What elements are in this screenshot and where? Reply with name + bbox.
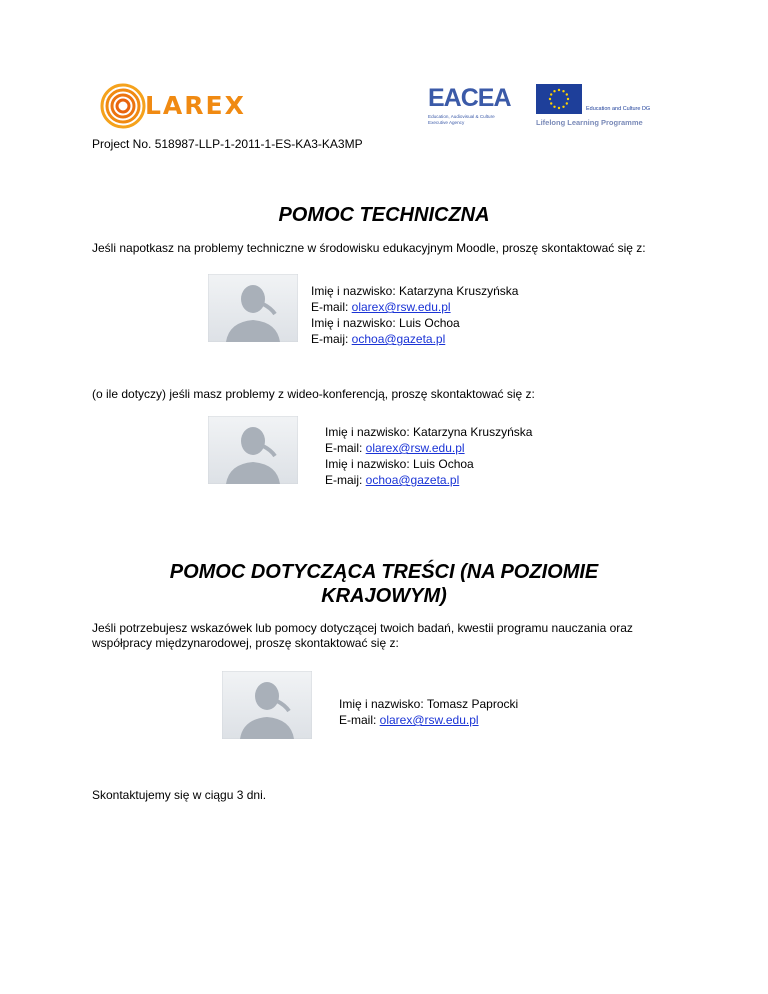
email-label: E-mail: [325,441,366,455]
technical-help-intro: Jeśli napotkasz na problemy techniczne w środowisku edukacyjnym Moodle, proszę skontaktować się z: [92,241,646,255]
name-label: Imię i nazwisko: [325,425,414,439]
email-label: E-mail: [311,300,352,314]
email-link[interactable]: olarex@rsw.edu.pl [351,300,451,314]
contact-name-row [311,283,518,299]
contact-email-row [325,472,532,488]
eacea-subtitle: Education, Audiovisual & Culture Executive Agency [428,114,495,125]
avatar-placeholder-icon [222,671,312,739]
email-link[interactable]: ochoa@gazeta.pl [351,332,446,346]
video-contact-card [325,424,532,488]
olarex-logo-text: LAREX [145,91,246,120]
eu-programme: Lifelong Learning Programme [536,118,643,127]
contact-name: Luis Ochoa [399,316,460,330]
contact-name: Katarzyna Kruszyńska [399,284,519,298]
name-label: Imię i nazwisko: [311,284,400,298]
section-title-content-help [0,560,768,608]
olarex-sun-icon [99,82,147,130]
eacea-logo-text: EACEA [428,84,511,112]
contact-name: Luis Ochoa [413,457,474,471]
contact-name-row [325,424,532,440]
response-time-note: Skontaktujemy się w ciągu 3 dni. [92,788,267,802]
intro-line: Jeśli potrzebujesz wskazówek lub pomocy dotyczącej twoich badań, kwestii programu nauczania oraz [92,621,633,635]
section-title-line: KRAJOWYM) [321,585,447,607]
intro-line: współpracy międzynarodowej, proszę skontaktować się z: [92,636,399,650]
name-label: Imię i nazwisko: [311,316,400,330]
eu-flag-icon [536,84,582,114]
eu-lifelong-learning-logo [536,84,666,130]
content-help-intro [92,621,633,651]
name-label: Imię i nazwisko: [325,457,414,471]
email-label: E-maij: [325,473,366,487]
email-link[interactable]: ochoa@gazeta.pl [365,473,460,487]
eu-caption: Education and Culture DG [586,106,651,112]
contact-name: Tomasz Paprocki [426,697,519,711]
content-contact-card [339,696,518,728]
email-link[interactable]: olarex@rsw.edu.pl [379,713,479,727]
section-title-technical-help: POMOC TECHNICZNA [278,204,490,226]
technical-contact-card [311,283,518,347]
olarex-logo [99,82,281,130]
email-label: E-mail: [339,713,380,727]
contact-email-row [325,440,532,456]
avatar-placeholder-icon [208,274,298,342]
email-label: E-maij: [311,332,352,346]
section-title-line: POMOC DOTYCZĄCA TREŚCI (NA POZIOMIE [169,561,599,583]
contact-email-row [311,331,518,347]
project-number: Project No. 518987-LLP-1-2011-1-ES-KA3-KA3MP [92,137,363,151]
contact-name: Katarzyna Kruszyńska [413,425,533,439]
contact-name-row [339,696,518,712]
contact-name-row [311,315,518,331]
name-label: Imię i nazwisko: [339,697,427,711]
contact-name-row [325,456,532,472]
contact-email-row [339,712,518,728]
eacea-logo [428,84,510,132]
avatar-placeholder-icon [208,416,298,484]
email-link[interactable]: olarex@rsw.edu.pl [365,441,465,455]
contact-email-row [311,299,518,315]
video-conference-intro: (o ile dotyczy) jeśli masz problemy z wideo-konferencją, proszę skontaktować się z: [92,387,535,401]
